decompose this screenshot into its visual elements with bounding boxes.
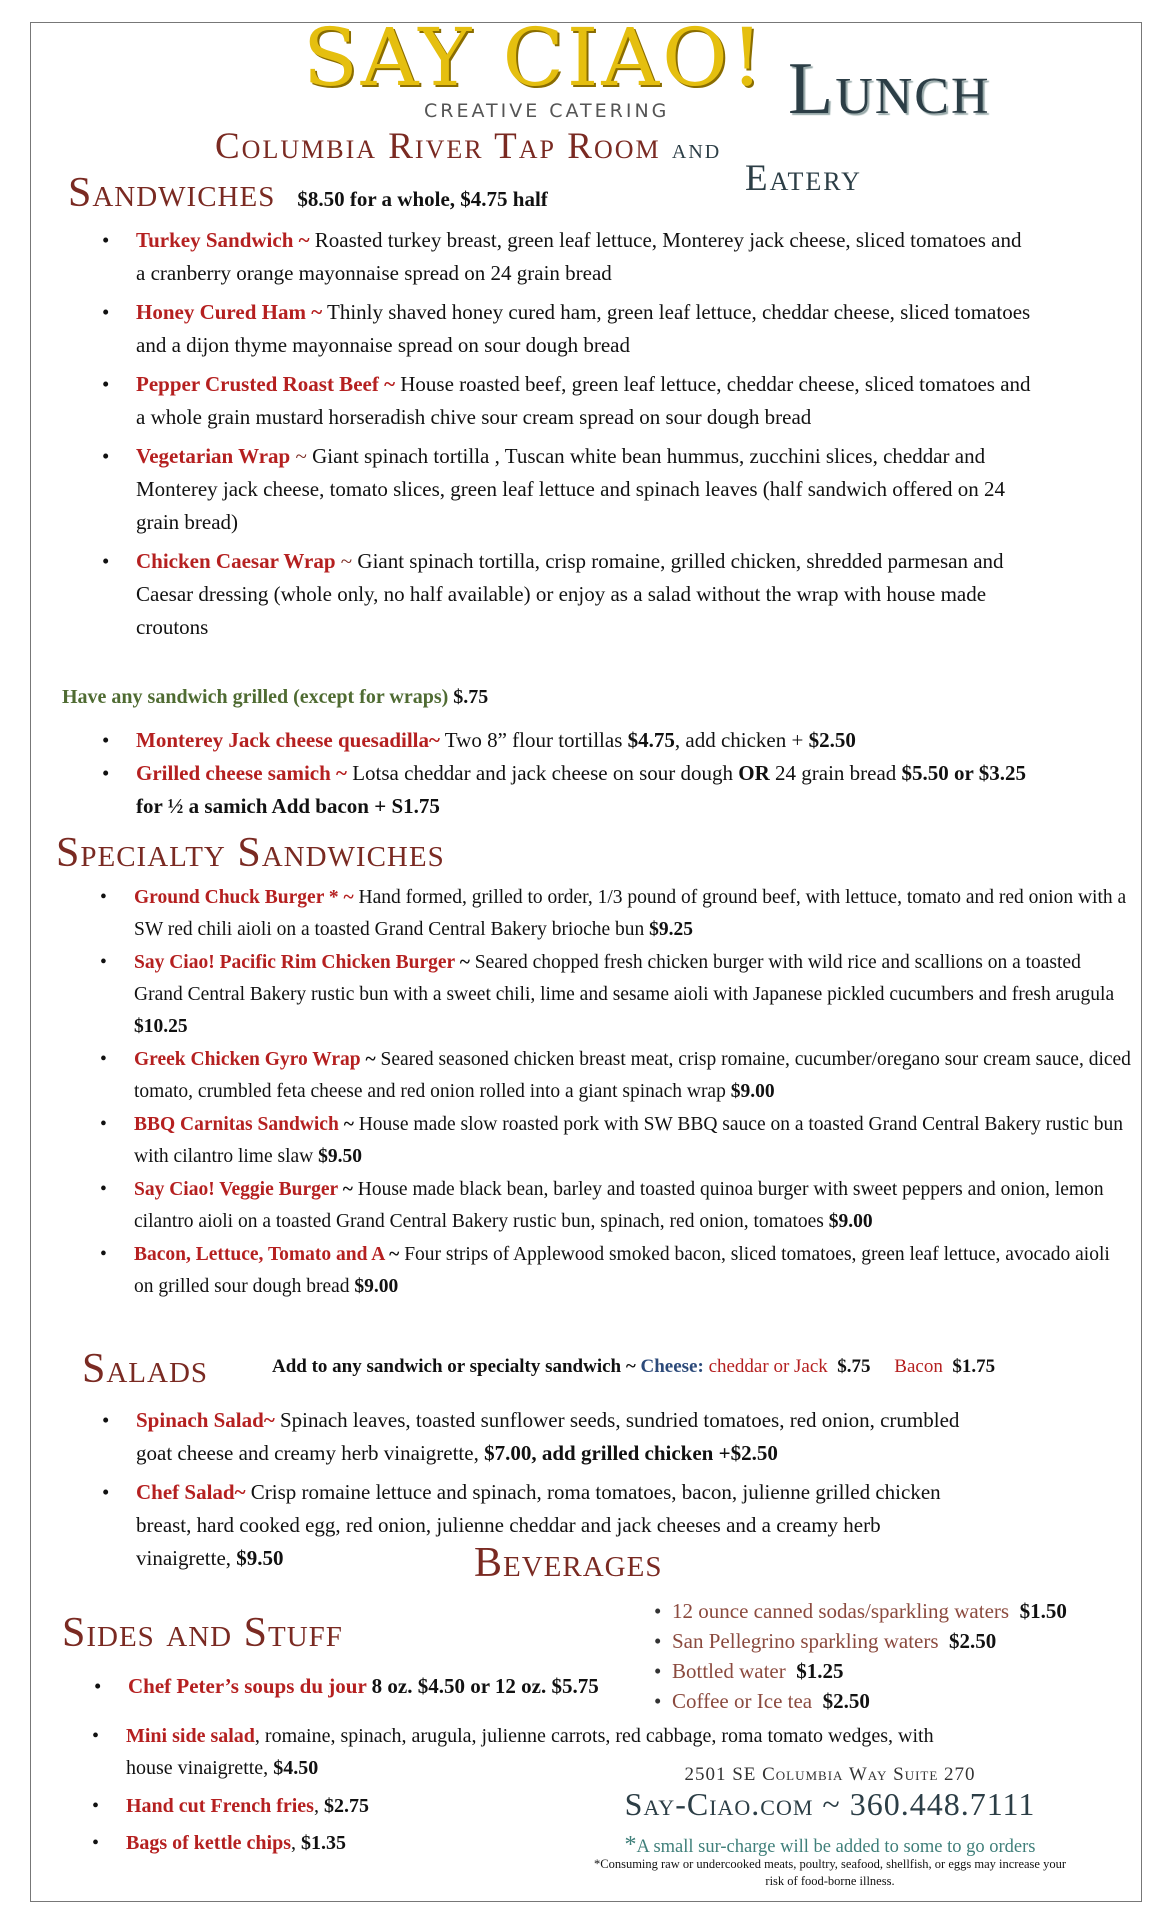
item-desc: , [313, 1795, 324, 1817]
salads-title: Salads [82, 1346, 209, 1392]
salads-addon [272, 1356, 995, 1378]
item-desc: Seared chopped fresh chicken burger with wild rice and scallions on a toasted Grand Central Bakery rustic bun with a sweet chili, lime and sesame aioli with Japanese pickled cucumbers and fresh arugula [134, 952, 1115, 1005]
surcharge-note [570, 1832, 1090, 1859]
item-price: $2.75 [323, 1795, 369, 1817]
venue-name [215, 128, 721, 165]
surcharge-text: A small sur-charge will be added to some to go orders [636, 1837, 1036, 1857]
item-name: Bacon, Lettuce, Tomato and A [134, 1244, 385, 1265]
list-item [136, 724, 1036, 757]
addon-bacon-price: $1.75 [952, 1356, 996, 1377]
item-desc: , romaine, spinach, arugula, julienne carrots, red cabbage, roma tomato wedges, with house vinaigrette, [126, 1725, 934, 1779]
specialty-title: Specialty Sandwiches [56, 830, 445, 876]
item-desc: Lotsa cheddar and jack cheese on sour dough [346, 761, 739, 785]
list-item [134, 1044, 1134, 1108]
sides-title: Sides and Stuff [62, 1610, 343, 1656]
item-name: Say Ciao! Veggie Burger [134, 1179, 338, 1200]
item-tilde: ~ [384, 1244, 400, 1265]
beverages-list [672, 1596, 1152, 1716]
sandwiches-title: Sandwiches [68, 170, 276, 216]
list-item [136, 296, 1036, 362]
list-item [128, 1670, 628, 1703]
item-name: Grilled cheese samich ~ [136, 761, 347, 785]
item-desc: Crisp romaine lettuce and spinach, roma tomatoes, bacon, julienne grilled chicken breast, hard cooked egg, red onion, julienne cheddar and jack cheeses and a creamy herb vinaigrette, [136, 1480, 941, 1570]
list-item [136, 1404, 986, 1470]
item-name: Mini side salad [126, 1725, 255, 1747]
venue-eatery: Eatery [745, 158, 862, 199]
item-desc: 24 grain bread [769, 761, 902, 785]
item-price: $2.50 [949, 1629, 997, 1653]
venue-and: and [671, 134, 722, 165]
list-item [134, 1174, 1134, 1238]
logo: SAY CIAO! [303, 11, 766, 104]
item-tilde: ~ [335, 549, 353, 573]
menu-title: Lunch [788, 48, 991, 130]
list-item [136, 224, 1036, 290]
grilled-note-text: Have any sandwich grilled (except for wraps) [62, 686, 449, 708]
beverages-title: Beverages [474, 1540, 663, 1586]
item-name: Bags of kettle chips [126, 1832, 291, 1854]
item-desc: Four strips of Applewood smoked bacon, sliced tomatoes, green leaf lettuce, avocado aioli on grilled sour dough bread [134, 1244, 1110, 1297]
item-tilde: ~ [290, 444, 307, 468]
item-name: Chef Peter’s soups du jour [128, 1674, 367, 1698]
item-price: $9.00 [354, 1276, 399, 1297]
item-name: BBQ Carnitas Sandwich [134, 1114, 339, 1135]
item-price: $9.50 [318, 1146, 363, 1167]
website-phone: Say-Ciao.com ~ 360.448.7111 [624, 1786, 1036, 1822]
surcharge-star: * [624, 1832, 637, 1858]
list-item [672, 1626, 1152, 1656]
item-price: $9.50 [236, 1546, 284, 1570]
item-price: $10.25 [134, 1016, 188, 1037]
list-item [134, 1239, 1134, 1303]
addon-bacon-label: Bacon [894, 1356, 943, 1377]
address: 2501 SE Columbia Way Suite 270 [684, 1764, 976, 1785]
health-warning: *Consuming raw or undercooked meats, poultry, seafood, shellfish, or eggs may increase your risk of food-borne illness. [594, 1857, 1066, 1888]
item-price: $9.00 [730, 1081, 775, 1102]
item-desc: Spinach leaves, toasted sunflower seeds, sundried tomatoes, red onion, crumbled goat cheese and creamy herb vinaigrette, [136, 1408, 960, 1465]
item-name: Hand cut French fries [126, 1795, 314, 1817]
item-price: $1.50 [1019, 1599, 1067, 1623]
list-item [672, 1686, 1152, 1716]
item-name: Spinach Salad~ [136, 1408, 275, 1432]
item-or: OR [738, 761, 770, 785]
addon-cheese-price: $.75 [837, 1356, 871, 1377]
list-item [134, 1109, 1134, 1173]
list-item [134, 947, 1134, 1043]
grilled-note-price: $.75 [448, 686, 489, 708]
item-name: San Pellegrino sparkling waters [672, 1629, 939, 1653]
list-item [136, 545, 1036, 644]
item-price: $7.00, add grilled chicken +$2.50 [484, 1441, 778, 1465]
item-price: $1.25 [796, 1659, 844, 1683]
item-name: Say Ciao! Pacific Rim Chicken Burger [134, 952, 455, 973]
item-price: $5.50 or $3.25 for ½ a samich Add bacon + S1.75 [136, 761, 1026, 818]
item-name: 12 ounce canned sodas/sparkling waters [672, 1599, 1010, 1623]
item-price: $9.25 [649, 919, 694, 940]
item-name: Chicken Caesar Wrap [136, 549, 336, 573]
sandwiches-price-note: $8.50 for a whole, $4.75 half [297, 187, 548, 211]
list-item [136, 757, 1036, 823]
item-name: Bottled water [672, 1659, 786, 1683]
addon-cheese-options: cheddar or Jack [708, 1356, 828, 1377]
item-price: $1.35 [301, 1832, 346, 1854]
item-price: $4.75 [627, 728, 675, 752]
list-item [134, 882, 1134, 946]
sides-soup-list [128, 1670, 628, 1709]
item-name: Monterey Jack cheese quesadilla~ [136, 728, 440, 752]
item-desc: , add chicken + [674, 728, 809, 752]
list-item [672, 1596, 1152, 1626]
item-desc: Giant spinach tortilla, crisp romaine, grilled chicken, shredded parmesan and Caesar dressing (whole only, no half available) or enjoy as a salad without the wrap with house made croutons [136, 549, 1004, 639]
item-tilde: ~ [337, 1179, 353, 1200]
item-desc: Two 8” flour tortillas [439, 728, 628, 752]
item-price: $9.00 [828, 1211, 873, 1232]
item-name: Ground Chuck Burger * ~ [134, 887, 354, 908]
item-tilde: ~ [454, 952, 470, 973]
item-tilde: ~ [360, 1049, 376, 1070]
list-item [672, 1656, 1152, 1686]
item-name: Pepper Crusted Roast Beef ~ [136, 372, 395, 396]
sandwiches-list [136, 224, 1036, 650]
addon-text: Add to any sandwich or specialty sandwich ~ [272, 1356, 641, 1377]
item-price: $4.50 [273, 1757, 319, 1779]
tagline: CREATIVE CATERING [424, 100, 670, 122]
item-desc: Seared seasoned chicken breast meat, crisp romaine, cucumber/oregano sour cream sauce, diced tomato, crumbled feta cheese and red onion rolled into a giant spinach wrap [134, 1049, 1131, 1102]
grilled-note [62, 686, 488, 709]
quesadilla-list [136, 724, 1036, 829]
item-price: $2.50 [808, 728, 856, 752]
item-desc: Roasted turkey breast, green leaf lettuce, Monterey jack cheese, sliced tomatoes and a cranberry orange mayonnaise spread on 24 grain bread [136, 228, 1022, 285]
item-desc: House made slow roasted pork with SW BBQ sauce on a toasted Grand Central Bakery rustic bun with cilantro lime slaw [134, 1114, 1124, 1167]
item-desc: , [291, 1832, 301, 1854]
addon-cheese-label: Cheese: [640, 1356, 709, 1377]
item-desc: Hand formed, grilled to order, 1/3 pound of ground beef, with lettuce, tomato and red onion with a SW red chili aioli on a toasted Grand Central Bakery brioche bun [134, 887, 1127, 940]
specialty-list [134, 882, 1134, 1304]
item-name: Greek Chicken Gyro Wrap [134, 1049, 361, 1070]
list-item [136, 368, 1036, 434]
sandwiches-header [68, 172, 548, 214]
item-tilde: ~ [338, 1114, 354, 1135]
item-name: Vegetarian Wrap [136, 444, 291, 468]
venue-name-text: Columbia River Tap Room [215, 126, 661, 167]
item-name: Turkey Sandwich ~ [136, 228, 310, 252]
item-price: $2.50 [822, 1689, 870, 1713]
item-desc: Giant spinach tortilla , Tuscan white bean hummus, zucchini slices, cheddar and Monterey jack cheese, tomato slices, green leaf lettuce and spinach leaves (half sandwich offered on 24 grain bread) [136, 444, 1006, 534]
list-item [136, 440, 1036, 539]
item-desc: House made black bean, barley and toasted quinoa burger with sweet peppers and onion, lemon cilantro aioli on a toasted Grand Central Bakery rustic bun, spinach, red onion, tomatoes [134, 1179, 1104, 1232]
item-name: Honey Cured Ham ~ [136, 300, 323, 324]
item-desc: House roasted beef, green leaf lettuce, cheddar cheese, sliced tomatoes and a whole grain mustard horseradish chive sour cream spread on sour dough bread [136, 372, 1031, 429]
item-desc: Thinly shaved honey cured ham, green leaf lettuce, cheddar cheese, sliced tomatoes and a dijon thyme mayonnaise spread on sour dough bread [136, 300, 1031, 357]
item-desc: 8 oz. $4.50 or 12 oz. $5.75 [366, 1674, 599, 1698]
item-name: Chef Salad~ [136, 1480, 246, 1504]
item-name: Coffee or Ice tea [672, 1689, 813, 1713]
